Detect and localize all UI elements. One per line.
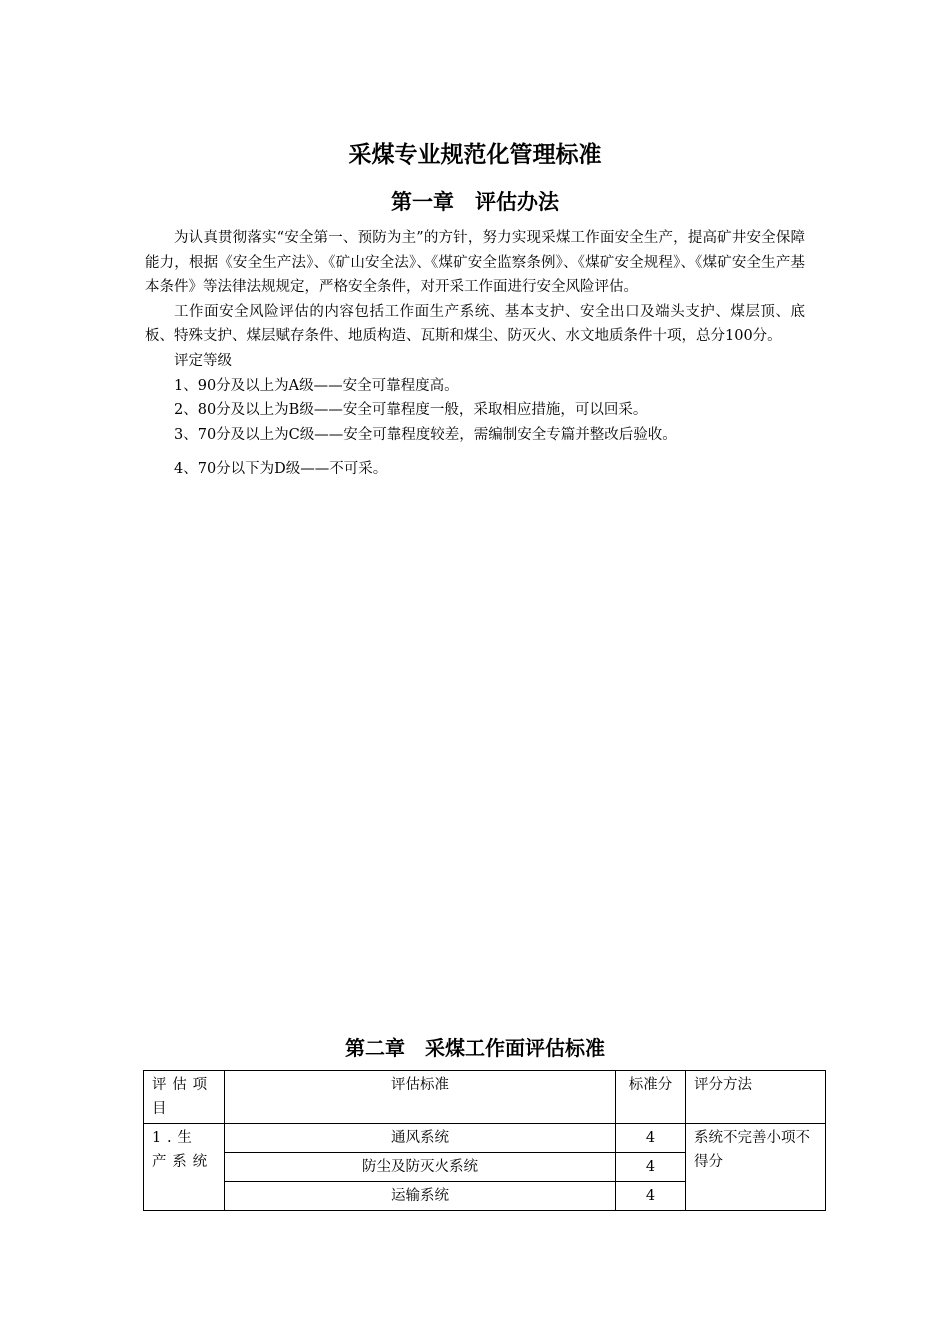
score-cell: 4 xyxy=(616,1182,686,1211)
table-row xyxy=(144,1124,826,1153)
table-header-row xyxy=(144,1071,826,1124)
header-item: 评估项目 xyxy=(144,1071,225,1124)
chapter-1-title: 第一章 评估办法 xyxy=(391,190,559,214)
score-cell: 4 xyxy=(616,1124,686,1153)
chapter-2-title: 第二章 采煤工作面评估标准 xyxy=(345,1036,605,1060)
grade-item-b: 2、80分及以上为B级——安全可靠程度一般，采取相应措施，可以回采。 xyxy=(174,402,648,419)
grade-item-d: 4、70分以下为D级——不可采。 xyxy=(174,461,388,478)
item-cell: 1.生产系统 xyxy=(144,1124,225,1211)
document-title: 采煤专业规范化管理标准 xyxy=(348,142,602,168)
chapter-1-body xyxy=(145,226,805,482)
header-standard: 评估标准 xyxy=(225,1071,616,1124)
score-cell: 4 xyxy=(616,1153,686,1182)
standard-cell: 通风系统 xyxy=(225,1124,616,1153)
intro-paragraph: 为认真贯彻落实“安全第一、预防为主”的方针，努力实现采煤工作面安全生产，提高矿井安全保障能力，根据《安全生产法》、《矿山安全法》、《煤矿安全监察条例》、《煤矿安全规程》、《煤矿安全生产基本条件》等法律法规规定，严格安全条件，对开采工作面进行安全风险评估。 xyxy=(145,230,805,296)
header-score: 标准分 xyxy=(616,1071,686,1124)
grade-item-c: 3、70分及以上为C级——安全可靠程度较差，需编制安全专篇并整改后验收。 xyxy=(174,426,677,443)
method-cell: 系统不完善小项不得分 xyxy=(686,1124,826,1211)
standard-cell: 运输系统 xyxy=(225,1182,616,1211)
content-paragraph: 工作面安全风险评估的内容包括工作面生产系统、基本支护、安全出口及端头支护、煤层顶、底板、特殊支护、煤层赋存条件、地质构造、瓦斯和煤尘、防灭火、水文地质条件十项，总分100分。 xyxy=(145,303,805,345)
header-method: 评分方法 xyxy=(686,1071,826,1124)
grading-title: 评定等级 xyxy=(174,352,232,369)
evaluation-table xyxy=(143,1070,826,1211)
grade-item-a: 1、90分及以上为A级——安全可靠程度高。 xyxy=(174,377,459,394)
standard-cell: 防尘及防灭火系统 xyxy=(225,1153,616,1182)
